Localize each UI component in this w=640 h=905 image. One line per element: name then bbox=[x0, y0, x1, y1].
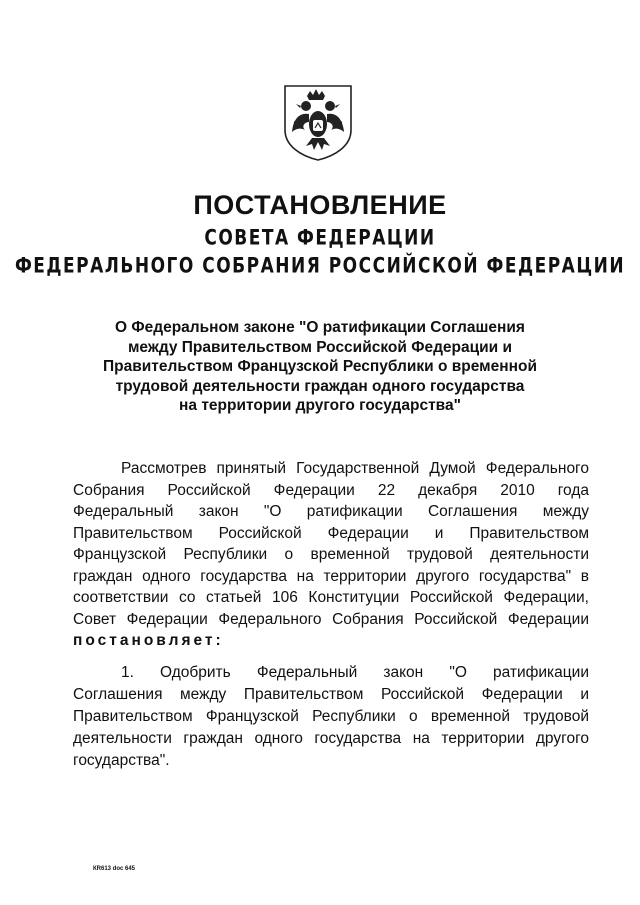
document-code: КR613 doc 645 bbox=[93, 866, 136, 872]
coat-of-arms-icon bbox=[279, 82, 357, 162]
preamble-paragraph bbox=[73, 458, 589, 652]
body-line: соответствии со статьей 106 Конституции Российской Федерации, bbox=[73, 589, 589, 606]
document-subject bbox=[95, 318, 545, 416]
issuing-body-line-2: ФЕДЕРАЛЬНОГО СОБРАНИЯ РОССИЙСКОЙ ФЕДЕРАЦИИ bbox=[14, 253, 626, 279]
decree-word: постановляет: bbox=[73, 632, 224, 649]
item-line: Правительством Французской Республики о временной трудовой bbox=[73, 708, 589, 725]
item-line: государства". bbox=[73, 752, 170, 769]
document-title: ПОСТАНОВЛЕНИЕ bbox=[193, 190, 447, 220]
subject-line: между Правительством Российской Федерации и bbox=[127, 338, 513, 356]
body-line: Правительством Российской Федерации и Правительством bbox=[73, 524, 589, 542]
item-line: деятельности граждан одного государства на территории другого bbox=[73, 730, 589, 747]
issuing-body-line-1: СОВЕТА ФЕДЕРАЦИИ bbox=[204, 225, 436, 251]
subject-line: трудовой деятельности граждан одного государства bbox=[115, 377, 525, 395]
body-line: Рассмотрев принятый Государственной Думой Федерального bbox=[121, 460, 589, 477]
subject-line: О Федеральном законе "О ратификации Соглашения bbox=[115, 319, 525, 336]
body-line: Федеральный закон "О ратификации Соглашения между bbox=[73, 503, 589, 520]
body-line: Французской Республики о временной трудовой деятельности bbox=[73, 546, 589, 563]
resolution-item-1 bbox=[73, 662, 589, 772]
item-line: 1. Одобрить Федеральный закон "О ратификации bbox=[121, 664, 589, 681]
item-line: Соглашения между Правительством Российской Федерации и bbox=[73, 686, 589, 703]
body-line: Совет Федерации Федерального Собрания Российской Федерации bbox=[73, 610, 589, 628]
subject-line: на территории другого государства" bbox=[179, 397, 461, 414]
body-line: Собрания Российской Федерации 22 декабря 2010 года bbox=[73, 481, 589, 499]
body-line: граждан одного государства на территории другого государства" в bbox=[73, 567, 589, 585]
subject-line: Правительством Французской Республики о временной bbox=[103, 358, 537, 375]
